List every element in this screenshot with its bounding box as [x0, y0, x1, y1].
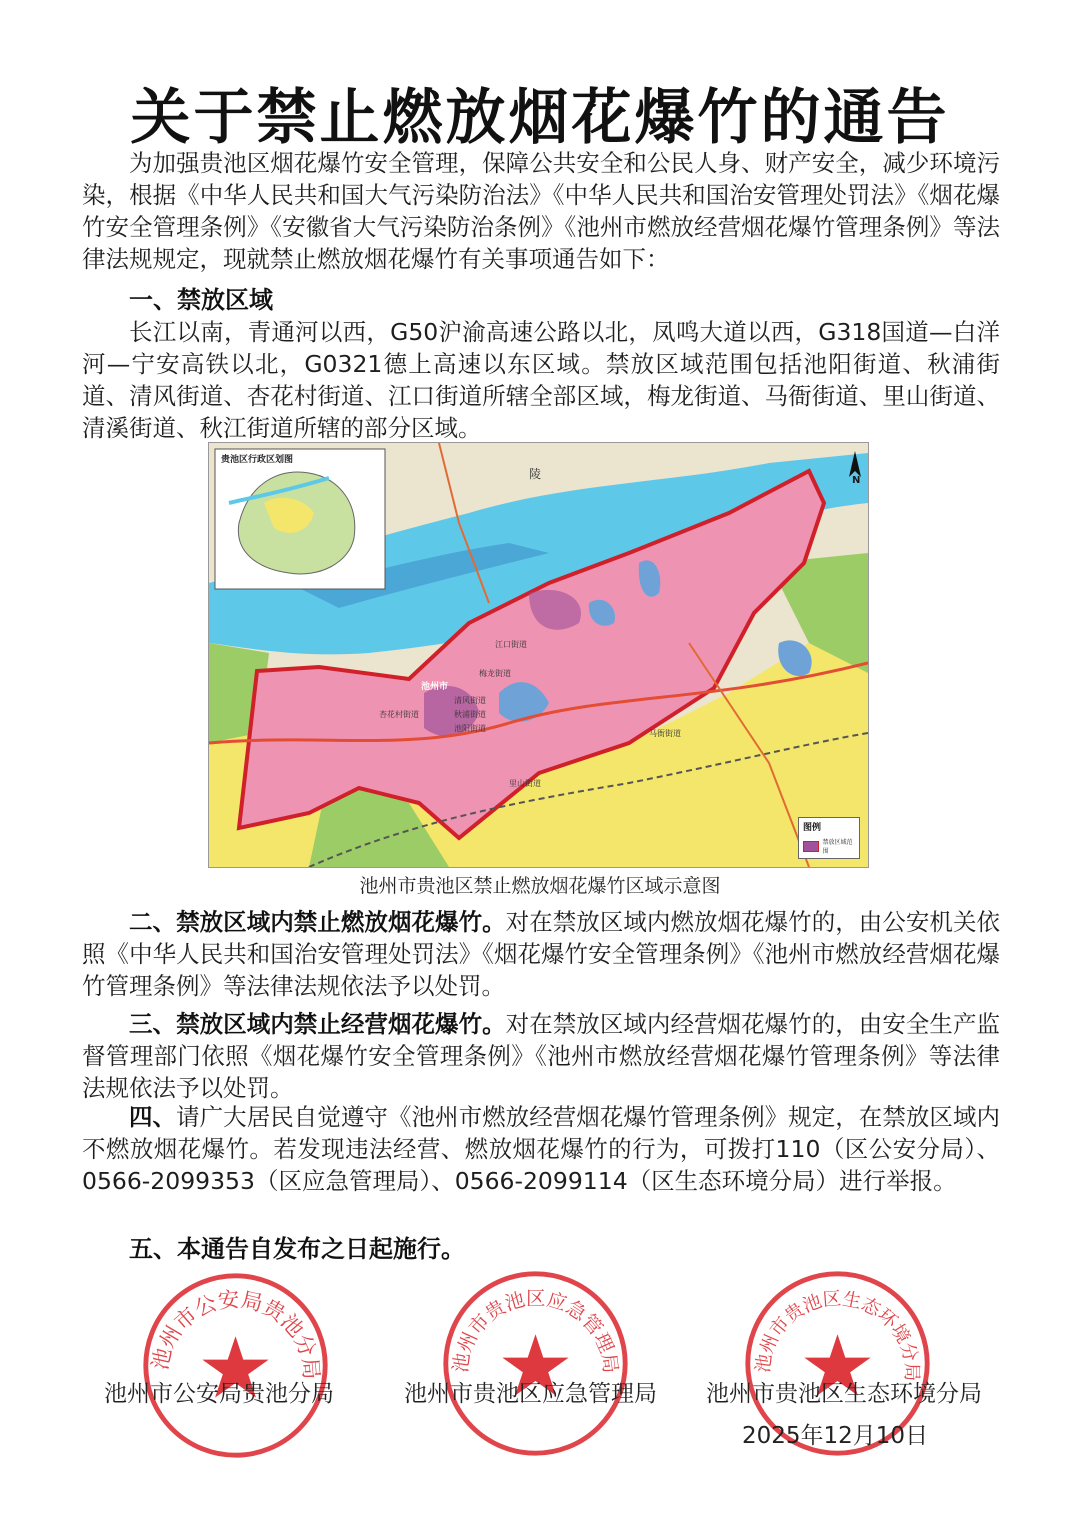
- section1-body: 长江以南，青通河以西，G50沪渝高速公路以北，凤鸣大道以西，G318国道—白洋河—宁安高铁以北，G0321德上高速以东区域。禁放区域范围包括池阳街道、秋浦街道、清风街道、杏花村街道、江口街道所辖全部区域，梅龙街道、马衙街道、里山街道、清溪街道、秋江街道所辖的部分区域。: [82, 318, 1000, 442]
- north-label: N: [852, 475, 861, 486]
- section3-paragraph: [82, 1008, 1000, 1104]
- legend-item: 禁放区域范围: [822, 839, 853, 855]
- section3-body: 对在禁放区域内经营烟花爆竹的，由安全生产监督管理部门依照《烟花爆竹安全管理条例》《池州市燃放经营烟花爆竹管理条例》等法律法规依法予以处罚。: [82, 1010, 1001, 1102]
- section4-body: 请广大居民自觉遵守《池州市燃放经营烟花爆竹管理条例》规定，在禁放区域内不燃放烟花爆竹。若发现违法经营、燃放烟花爆竹的行为，可拨打110（区公安分局）、0566-2099353（区应急管理局）、0566-2099114（区生态环境分局）进行举报。: [82, 1103, 1001, 1195]
- svg-text:池州市贵池区生态环境分局: 池州市贵池区生态环境分局: [752, 1288, 922, 1382]
- police-seal-stamp: [138, 1268, 333, 1463]
- section1-heading: 一、禁放区域: [129, 286, 273, 314]
- map-label: 池州市: [421, 682, 449, 692]
- section2-paragraph: [82, 906, 1000, 1002]
- map-graphic: [209, 443, 868, 867]
- signature-environment: 池州市贵池区生态环境分局: [706, 1381, 982, 1407]
- map-label: 江口街道: [495, 640, 527, 649]
- notice-date: 2025年12月10日: [742, 1423, 929, 1449]
- ban-area-map: [208, 442, 869, 868]
- section2-lead: 二、禁放区域内禁止燃放烟花爆竹。: [129, 908, 506, 936]
- map-label: 清风街道: [454, 696, 486, 705]
- inset-map-title: 贵池区行政区划图: [221, 455, 294, 465]
- section4-lead: 四、: [129, 1103, 177, 1131]
- map-label: 里山街道: [509, 779, 541, 788]
- map-label: 池阳街道: [454, 724, 486, 733]
- svg-text:池州市贵池区应急管理局: 池州市贵池区应急管理局: [448, 1286, 623, 1375]
- map-caption: 池州市贵池区禁止燃放烟花爆竹区域示意图: [359, 875, 721, 897]
- legend-title: 图例: [803, 823, 822, 833]
- intro-paragraph: 为加强贵池区烟花爆竹安全管理，保障公共安全和公民人身、财产安全，减少环境污染，根据《中华人民共和国大气污染防治法》《中华人民共和国治安管理处罚法》《烟花爆竹安全管理条例》《安徽省大气污染防治条例》《池州市燃放经营烟花爆竹管理条例》等法律法规规定，现就禁止燃放烟花爆竹有关事项通告如下：: [82, 149, 1000, 273]
- map-label: 秋浦街道: [454, 710, 486, 719]
- notice-title: 关于禁止燃放烟花爆竹的通告: [130, 83, 950, 153]
- section3-lead: 三、禁放区域内禁止经营烟花爆竹。: [129, 1010, 506, 1038]
- map-label: 马衙街道: [649, 729, 681, 738]
- signature-emergency: 池州市贵池区应急管理局: [404, 1381, 657, 1407]
- signature-police: 池州市公安局贵池分局: [104, 1381, 334, 1407]
- map-label: 杏花村街道: [379, 710, 419, 719]
- legend-swatch: [803, 841, 819, 852]
- map-label: 梅龙街道: [479, 669, 511, 678]
- section4-paragraph: [82, 1101, 1000, 1197]
- section2-body: 对在禁放区域内燃放烟花爆竹的，由公安机关依照《中华人民共和国治安管理处罚法》《烟花爆竹安全管理条例》《池州市燃放经营烟花爆竹管理条例》等法律法规依法予以处罚。: [82, 908, 1001, 1000]
- map-legend: [798, 817, 860, 859]
- emergency-seal-stamp: [438, 1266, 633, 1461]
- map-label: 陵: [529, 467, 542, 481]
- section5-heading: 五、本通告自发布之日起施行。: [129, 1235, 465, 1263]
- svg-text:池州市公安局贵池分局: 池州市公安局贵池分局: [148, 1287, 324, 1381]
